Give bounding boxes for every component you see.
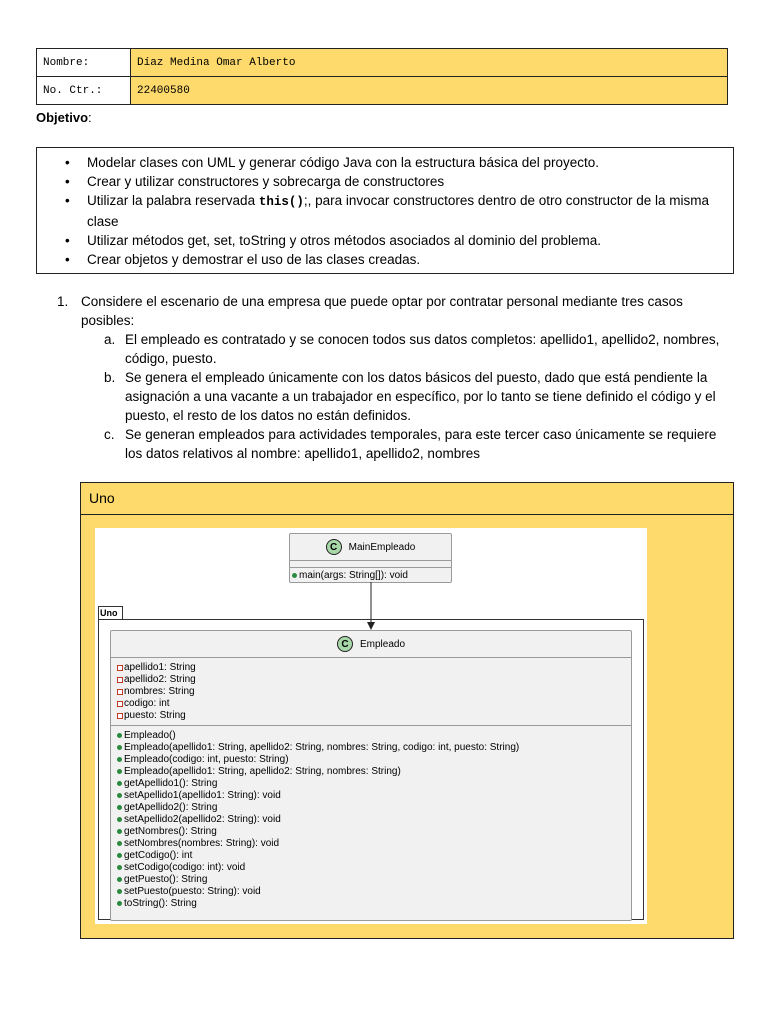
public-method-icon <box>117 805 122 810</box>
class-badge-icon: C <box>326 539 342 555</box>
method-line <box>115 850 631 862</box>
method-line <box>115 778 631 790</box>
method-line <box>115 766 631 778</box>
field-signature: codigo: int <box>124 698 170 709</box>
sub-item-c <box>104 425 737 463</box>
sub-item-b <box>104 368 737 425</box>
methods-section <box>111 726 631 910</box>
method-line <box>115 838 631 850</box>
method-line <box>115 730 631 742</box>
question-1 <box>57 292 737 463</box>
public-method-icon <box>117 829 122 834</box>
package-tab: Uno <box>98 606 123 619</box>
private-field-icon <box>117 689 123 695</box>
objective-list <box>37 148 733 269</box>
control-number-value: 22400580 <box>131 77 728 105</box>
public-method-icon <box>117 781 122 786</box>
field-line <box>115 686 631 698</box>
public-method-icon <box>117 889 122 894</box>
objective-item: • Modelar clases con UML y generar código Java con la estructura básica del proyecto. <box>87 153 733 172</box>
method-signature: Empleado() <box>124 730 176 741</box>
method-signature: Empleado(codigo: int, puesto: String) <box>124 754 289 765</box>
public-method-icon <box>117 841 122 846</box>
method-signature: Empleado(apellido1: String, apellido2: String, nombres: String, codigo: int, puesto: String) <box>124 742 520 753</box>
class-name: MainEmpleado <box>348 541 416 553</box>
public-method-icon <box>117 877 122 882</box>
private-field-icon <box>117 665 123 671</box>
private-field-icon <box>117 701 123 707</box>
method-line <box>115 790 631 802</box>
public-method-icon <box>117 817 122 822</box>
method-line <box>115 754 631 766</box>
objective-heading <box>36 110 92 125</box>
objective-item-text: Utilizar la palabra reservada <box>87 193 259 208</box>
public-method-icon <box>117 757 122 762</box>
field-signature: apellido1: String <box>124 662 196 673</box>
field-line <box>115 662 631 674</box>
private-field-icon <box>117 677 123 683</box>
objective-item: • Utilizar métodos get, set, toString y otros métodos asociados al dominio del problema. <box>87 231 733 250</box>
panel-title: Uno <box>81 483 733 515</box>
control-number-label: No. Ctr.: <box>37 77 131 105</box>
method-signature: setNombres(nombres: String): void <box>124 838 280 849</box>
name-label: Nombre: <box>37 49 131 77</box>
method-line <box>115 862 631 874</box>
method-signature: getNombres(): String <box>124 826 217 837</box>
objective-item: • Crear y utilizar constructores y sobrecarga de constructores <box>87 172 733 191</box>
public-method-icon <box>117 769 122 774</box>
public-method-icon <box>117 733 122 738</box>
public-method-icon <box>117 793 122 798</box>
fields-section <box>111 658 631 726</box>
uml-diagram <box>95 528 647 924</box>
private-field-icon <box>117 713 123 719</box>
sub-text: El empleado es contratado y se conocen todos sus datos completos: apellido1, apellido2, nombres, código, puesto. <box>125 332 720 366</box>
field-signature: nombres: String <box>124 686 195 697</box>
method-signature: setPuesto(puesto: String): void <box>124 886 261 897</box>
method-signature: getApellido1(): String <box>124 778 218 789</box>
method-signature: getPuesto(): String <box>124 874 208 885</box>
method-signature: main(args: String[]): void <box>299 570 408 581</box>
public-method-icon <box>117 901 122 906</box>
field-line <box>115 674 631 686</box>
sub-text: Se generan empleados para actividades temporales, para este tercer caso únicamente se requiere los datos relativos al nombre: apellido1, apellido2, nombres <box>125 427 717 461</box>
objective-item-text: ;, para invocar constructores dentro de otro constructor de la misma clase <box>87 193 710 229</box>
field-line <box>115 698 631 710</box>
name-row <box>37 49 728 77</box>
sub-item-a <box>104 330 737 368</box>
method-line <box>115 874 631 886</box>
class-name: Empleado <box>359 638 406 650</box>
sub-letter: a. <box>104 332 116 347</box>
method-signature: Empleado(apellido1: String, apellido2: String, nombres: String) <box>124 766 401 777</box>
class-header <box>111 631 631 658</box>
this-keyword: this() <box>258 195 304 209</box>
public-method-icon <box>117 865 122 870</box>
sub-text: Se genera el empleado únicamente con los datos básicos del puesto, dado que está pendiente la asignación a una vacante a un trabajador en específico, por lo tanto se tiene definido el código y el puesto, el resto de los datos no están definidos. <box>125 370 716 423</box>
control-number-row <box>37 77 728 105</box>
method-signature: setCodigo(codigo: int): void <box>124 862 246 873</box>
method-line <box>115 814 631 826</box>
sub-letter: c. <box>104 427 115 442</box>
method-signature: getApellido2(): String <box>124 802 218 813</box>
method-signature: setApellido2(apellido2: String): void <box>124 814 281 825</box>
objective-box <box>36 147 734 274</box>
method-signature: setApellido1(apellido1: String): void <box>124 790 281 801</box>
public-method-icon <box>117 745 122 750</box>
method-line <box>115 886 631 898</box>
method-line <box>115 802 631 814</box>
student-info-table <box>36 48 728 105</box>
question-text: Considere el escenario de una empresa que puede optar por contratar personal mediante tres casos posibles: <box>81 294 683 328</box>
method-line <box>115 898 631 910</box>
method-signature: toString(): String <box>124 898 197 909</box>
method-signature: getCodigo(): int <box>124 850 193 861</box>
field-line <box>115 710 631 722</box>
method-line <box>115 742 631 754</box>
empleado-class <box>110 630 632 921</box>
answer-panel <box>80 482 734 939</box>
method-line <box>115 826 631 838</box>
sub-letter: b. <box>104 370 116 385</box>
objective-label: Objetivo <box>36 110 89 125</box>
objective-item: • Crear objetos y demostrar el uso de las clases creadas. <box>87 250 733 269</box>
name-value: Díaz Medina Omar Alberto <box>131 49 728 77</box>
class-badge-icon: C <box>337 636 353 652</box>
public-method-icon <box>117 853 122 858</box>
objective-item <box>87 191 733 231</box>
field-signature: puesto: String <box>124 710 186 721</box>
question-number: 1. <box>57 294 69 309</box>
field-signature: apellido2: String <box>124 674 196 685</box>
objective-colon: : <box>88 110 92 125</box>
